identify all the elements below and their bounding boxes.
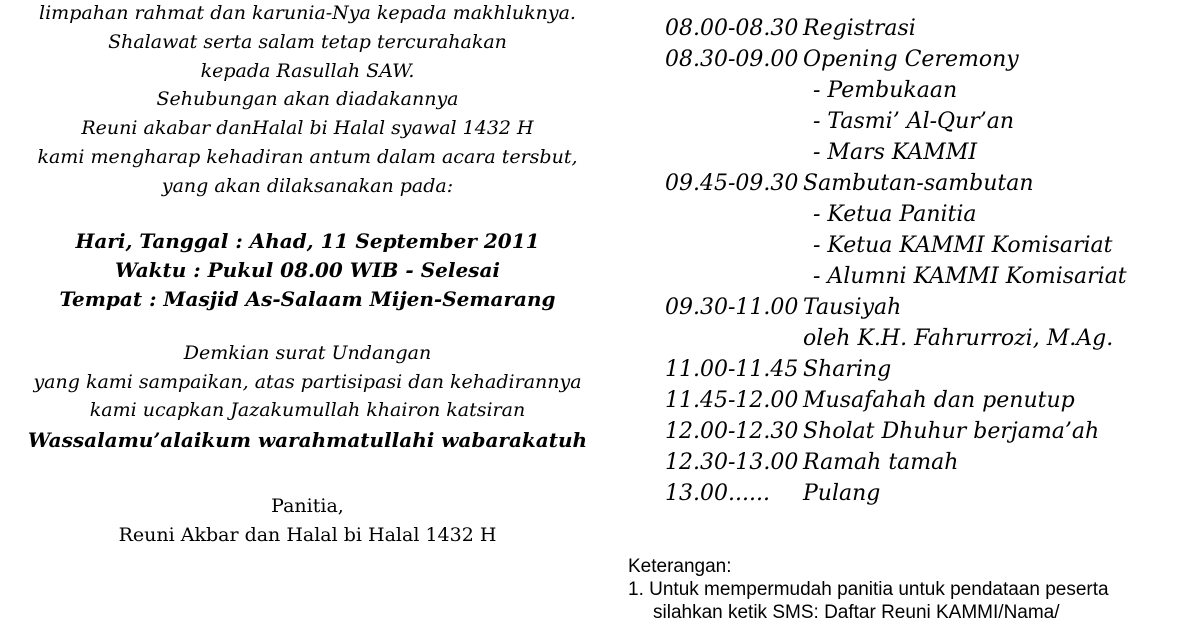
schedule-time: 08.30-09.00 (665, 47, 799, 72)
schedule-activity: Opening Ceremony (803, 47, 1019, 72)
schedule-time: 08.00-08.30 (665, 16, 799, 41)
schedule-activity: Sholat Dhuhur berjama’ah (803, 419, 1100, 444)
schedule-time: 09.30-11.00 (665, 295, 799, 320)
schedule-time: 11.45-12.00 (665, 388, 799, 413)
intro-line: kepada Rasullah SAW. (200, 60, 415, 82)
signature-committee: Panitia, (271, 495, 344, 517)
schedule-activity: Tausiyah (803, 295, 902, 320)
event-time: Waktu : Pukul 08.00 WIB - Selesai (114, 258, 500, 282)
schedule-subitem: - Ketua KAMMI Komisariat (813, 233, 1113, 258)
intro-line: Shalawat serta salam tetap tercurahakan (108, 31, 507, 53)
event-date: Hari, Tanggal : Ahad, 11 September 2011 (75, 229, 540, 253)
closing-line: Demkian surat Undangan (183, 342, 432, 364)
schedule-time: 12.00-12.30 (665, 419, 799, 444)
closing-line: yang kami sampaikan, atas partisipasi dan kehadirannya (33, 371, 582, 393)
notes-title: Keterangan: (628, 556, 732, 577)
salam-closing: Wassalamu’alaikum warahmatullahi wabarakatuh (27, 428, 588, 452)
notes-item: 1. Untuk mempermudah panitia untuk pendataan peserta (628, 579, 1109, 600)
schedule-subitem: - Alumni KAMMI Komisariat (813, 264, 1127, 289)
intro-line: kami mengharap kehadiran antum dalam acara tersbut, (37, 146, 578, 168)
intro-line: Sehubungan akan diadakannya (156, 88, 459, 110)
schedule-time: 13.00...... (665, 481, 770, 506)
notes-item-continuation: silahkan ketik SMS: Daftar Reuni KAMMI/Nama/ (653, 602, 1060, 623)
schedule-subitem: - Mars KAMMI (813, 140, 978, 165)
schedule-time: 12.30-13.00 (665, 450, 799, 475)
intro-line: Reuni akabar danHalal bi Halal syawal 1432 H (81, 117, 534, 139)
intro-line: yang akan dilaksanakan pada: (161, 175, 454, 197)
schedule-activity: Sambutan-sambutan (803, 171, 1034, 196)
schedule-activity: Registrasi (803, 16, 916, 41)
closing-line: kami ucapkan Jazakumullah khairon katsiran (89, 399, 526, 421)
schedule-activity: oleh K.H. Fahrurrozi, M.Ag. (803, 326, 1114, 351)
schedule-time: 11.00-11.45 (665, 357, 799, 382)
signature-event: Reuni Akbar dan Halal bi Halal 1432 H (118, 524, 497, 546)
schedule-subitem: - Ketua Panitia (813, 202, 977, 227)
notes-section (628, 555, 1200, 624)
schedule-time: 09.45-09.30 (665, 171, 799, 196)
intro-line: limpahan rahmat dan karunia-Nya kepada makhluknya. (39, 2, 576, 24)
event-place: Tempat : Masjid As-Salaam Mijen-Semarang (59, 287, 556, 311)
schedule-activity: Musafahah dan penutup (803, 388, 1075, 413)
schedule-activity: Sharing (803, 357, 892, 382)
schedule-activity: Ramah tamah (803, 450, 959, 475)
schedule-subitem: - Tasmi’ Al-Qur’an (813, 109, 1015, 134)
schedule-activity: Pulang (803, 481, 881, 506)
schedule-subitem: - Pembukaan (813, 78, 958, 103)
